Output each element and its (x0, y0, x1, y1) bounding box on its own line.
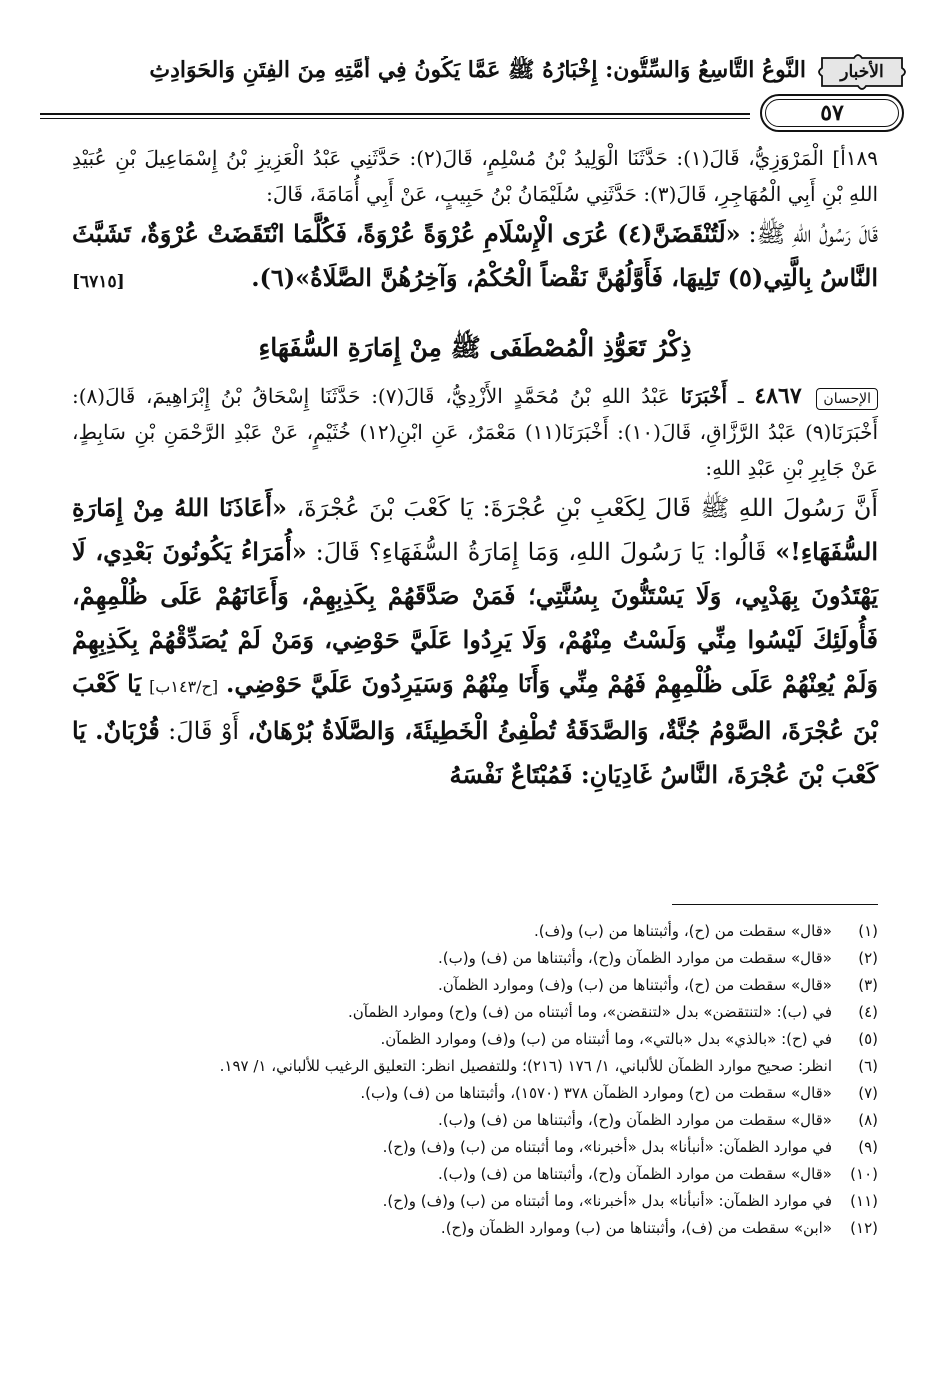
footnote-text: «قال» سقطت من موارد الظمآن و(ح)، وأثبتناها من (ف) و(ب). (438, 1111, 832, 1129)
footnote-number: (١١) (850, 1192, 878, 1210)
hadith-reference: [٦٧١٥] (72, 272, 125, 292)
manuscript-reference: [ح/١٤٣ب] (149, 677, 219, 696)
isnad-line-2: عُبَيْدِ اللهِ بْنِ أَبِي الْمُهَاجِرِ، قَالَ(٣): حَدَّثَنِي سُلَيْمَانُ بْنُ حَبِيبٍ، عَنْ أَبِي أُمَامَةَ، قَالَ: (72, 146, 878, 206)
isnad-2 (72, 378, 878, 486)
footnote-text: «قال» سقطت من موارد الظمآن و(ح)، وأثبتناها من (ف) و(ب). (438, 949, 832, 967)
footnote-item (72, 1107, 878, 1134)
header-rule (40, 113, 750, 119)
footnotes-list (72, 918, 878, 1242)
footnote-number: (٩) (858, 1138, 878, 1156)
page-number-box (760, 94, 904, 132)
header-title-row (40, 52, 908, 92)
footnote-text: «ابن» سقطت من (ف)، وأثبتناها من (ب) وموارد الظمآن و(ح). (440, 1219, 832, 1237)
footnote-number: (٥) (858, 1030, 878, 1048)
footnote-number: (١) (858, 922, 878, 940)
footnote-text: «قال» سقطت من (ح)، وأثبتناها من (ب) و(ف) وموارد الظمآن. (438, 976, 832, 994)
header-rule-row (40, 94, 908, 134)
footnote-number: (٢) (858, 949, 878, 967)
footnote-number: (٦) (858, 1057, 878, 1075)
section-badge (816, 52, 908, 92)
isnad-text: عَبْدُ اللهِ بْنُ مُحَمَّدٍ الأَزْدِيُّ، قَالَ(٧): حَدَّثَنَا إِسْحَاقُ بْنُ إِبْرَاهِيمَ، قَالَ(٨): أَخْبَرَنَا(٩) عَبْدُ الرَّزَّاقِ، قَالَ(١٠): أَخْبَرَنَا(١١) مَعْمَرٌ، عَنِ ابْنِ(١٢) خُثَيْمٍ، عَنْ عَبْدِ الرَّحْمَنِ بْنِ سَابِطٍ، عَنْ جَابِرِ بْنِ عَبْدِ اللهِ: (72, 384, 878, 480)
footnote-number: (١٢) (850, 1219, 878, 1237)
page-header (40, 52, 908, 134)
footnote-text: «قال» سقطت من (ح) وموارد الظمآن ٣٧٨ (١٥٧٠)، وأثبتناها من (ف) و(ب). (360, 1084, 832, 1102)
footnote-number: (٧) (858, 1084, 878, 1102)
footnote-text: «قال» سقطت من (ح)، وأثبتناها من (ب) و(ف). (533, 922, 832, 940)
running-title: النَّوعُ التَّاسِعُ وَالسِّتُّون: إِخْبَارُهُ ﷺ عَمَّا يَكُونُ فِي أُمَّتِهِ مِنَ الفِتَنِ وَالحَوَادِثِ (149, 57, 806, 83)
page-body (72, 140, 878, 797)
akhbarana-word: أَخْبَرَنَا (680, 384, 728, 408)
footnote-number: (٣) (858, 976, 878, 994)
hadith-text-1 (72, 212, 878, 300)
footnote-item (72, 1053, 878, 1080)
matn-body: «لَتُنْقَضَنَّ(٤) عُرَى الْإِسْلَامِ عُرْوَةً عُرْوَةً، فَكُلَّمَا انْتَقَضَتْ عُرْوَةٌ، تَشَبَّثَ النَّاسُ بِالَّتِي(٥) تَلِيهَا، فَأَوَّلُهُنَّ نَقْضاً الْحُكْمُ، وَآخِرُهُنَّ الصَّلَاةُ»(٦). (72, 219, 878, 292)
matn-intro: قَالَ رَسُولُ اللهِ ﷺ: (748, 220, 878, 248)
footnote-text: انظر: صحيح موارد الظمآن للألباني، ١/ ١٧٦ (٢١٦)؛ وللتفصيل انظر: التعليق الرغيب للألباني، ١/ ١٩٧. (219, 1057, 832, 1075)
hadith-dash: ـ (737, 384, 744, 408)
footnote-text: «قال» سقطت من موارد الظمآن و(ح)، وأثبتناها من (ف) و(ب). (438, 1165, 832, 1183)
footnote-text: في موارد الظمآن: «أنبأنا» بدل «أخبرنا»، وما أثبتناه من (ب) و(ف) و(ح). (382, 1192, 832, 1210)
footnote-item (72, 918, 878, 945)
isnad-line-1: ١٨٩أ] الْمَرْوَزِيُّ، قَالَ(١): حَدَّثَنَا الْوَلِيدُ بْنُ مُسْلِمٍ، قَالَ(٢): حَدَّثَنِي عَبْدُ الْعَزِيزِ بْنُ إِسْمَاعِيلَ بْنِ (115, 146, 879, 170)
footnote-item (72, 1080, 878, 1107)
footnote-item (72, 999, 878, 1026)
footnote-text: في (ب): «لتنتقضن» بدل «لتنقضن»، وما أثبتناه من (ف) و(ح) وموارد الظمآن. (347, 1003, 832, 1021)
matn-part-b: «أَعَاذَنَا اللهُ مِنْ إِمَارَةِ السُّفَهَاءِ!» (72, 493, 879, 566)
footnote-item (72, 1161, 878, 1188)
footnote-item (72, 1134, 878, 1161)
matn-part-g: قُرْبَانٌ. يَا كَعْبَ بْنَ عُجْرَةَ، النَّاسُ غَادِيَانِ: فَمُبْتَاعٌ نَفْسَهُ (72, 716, 878, 789)
footnote-text: في موارد الظمآن: «أنبأنا» بدل «أخبرنا»، وما أثبتناه من (ب) و(ف) و(ح). (382, 1138, 832, 1156)
hadith-marker-badge: الإحسان (816, 388, 878, 410)
footnote-item (72, 1215, 878, 1242)
hadith-number: ٤٨٦٧ (754, 383, 802, 409)
section-heading: ذِكْرُ تَعَوُّذِ الْمُصْطَفَى ﷺ مِنْ إِمَارَةِ السُّفَهَاءِ (258, 333, 692, 362)
footnote-item (72, 1188, 878, 1215)
footnote-item (72, 1026, 878, 1053)
footnote-item (72, 945, 878, 972)
matn-part-a: أَنَّ رَسُولَ اللهِ ﷺ قَالَ لِكَعْبِ بْنِ عُجْرَةَ: يَا كَعْبَ بْنَ عُجْرَةَ، (296, 494, 878, 522)
hadith-text-2 (72, 486, 878, 797)
matn-part-c: قَالُوا: يَا رَسُولَ اللهِ، وَمَا إِمَارَةُ السُّفَهَاءِ؟ قَالَ: (315, 538, 767, 566)
footnote-item (72, 972, 878, 999)
page-number: ٥٧ (820, 100, 844, 126)
footnote-number: (١٠) (850, 1165, 878, 1183)
section-badge-label: الأخبار (840, 62, 884, 82)
matn-part-e: يَا كَعْبَ بْنَ عُجْرَةَ، الصَّوْمُ جُنَّةٌ، وَالصَّدَقَةُ تُطْفِئُ الْخَطِيئَةَ، وَالصَّلَاةُ بُرْهَانٌ، (72, 669, 878, 745)
matn-part-d: «أُمَرَاءُ يَكُونُونَ بَعْدِي، لَا يَهْتَدُونَ بِهَدْيِي، وَلَا يَسْتَنُّونَ بِسُنَّتِي؛ فَمَنْ صَدَّقَهُمْ بِكَذِبِهِمْ، وَأَعَانَهُمْ عَلَى ظُلْمِهِمْ، فَأُولَئِكَ لَيْسُوا مِنِّي وَلَسْتُ مِنْهُمْ، وَلَا يَرِدُوا عَلَيَّ حَوْضِي، وَمَنْ لَمْ يُصَدِّقْهُمْ بِكَذِبِهِمْ وَلَمْ يُعِنْهُمْ عَلَى ظُلْمِهِمْ فَهُمْ مِنِّي وَأَنَا مِنْهُمْ وَسَيَرِدُونَ عَلَيَّ حَوْضِي. (72, 537, 879, 698)
footnote-number: (٤) (858, 1003, 878, 1021)
footnote-text: في (ح): «بالذي» بدل «بالتي»، وما أثبتناه من (ب) و(ف) وموارد الظمآن. (380, 1030, 832, 1048)
footnote-number: (٨) (858, 1111, 878, 1129)
footnote-separator (672, 904, 878, 905)
matn-part-f: أَوْ قَالَ: (168, 717, 240, 745)
isnad-continued (72, 140, 878, 212)
